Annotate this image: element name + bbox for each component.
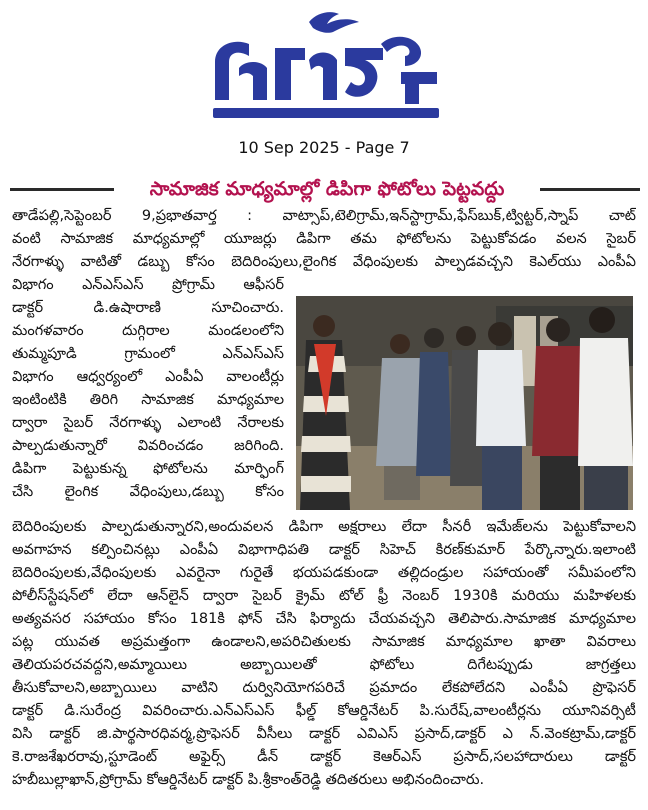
news-photo — [296, 296, 633, 510]
body-line: ఇంటింటికి తిరిగి సామాజిక మాధ్యమాల — [12, 392, 284, 408]
body-line: పట్ల యువత అప్రమత్తంగా ఉండాలని,అపరిచితులకు సామాజిక మాధ్యమాల ఖాతా వివరాలు — [12, 634, 636, 650]
body-line: బెదిరింపులకు పాల్పడుతున్నారని,అందువలన డిపిగా అక్షరాలు లేదా సీనరీ ఇమేజ్‌లను పెట్టుకోవాలని — [12, 519, 636, 535]
person-figure — [476, 322, 526, 510]
body-line: అవగాహన కల్పించినట్లు ఎంపీఏ విభాగాధిపతి డాక్టర్ సిహెచ్ కిరణ్‌కుమార్ పేర్కొన్నారు.ఇలాంటి — [12, 542, 636, 558]
body-line: తాడేపల్లి,సెప్టెంబర్ 9,ప్రభాతవార్త : వాట్సాప్,టెలిగ్రామ్,ఇన్‌స్టాగ్రామ్,ఫేస్‌బుక్,ట్విట్టర్,స్నాప్ చాట్ — [12, 208, 636, 224]
body-line: అత్యవసర సహాయం కోసం 181కి ఫోన్ చేసి ఫిర్యాదు చేయవచ్చని తెలిపారు.సామాజిక మాధ్యమాల — [12, 611, 636, 627]
body-line: పోలీస్‌స్టేషన్‌లో లేదా ఆన్‌లైన్ ద్వారా సైబర్ క్రైమ్ టోల్ ఫ్రీ నెంబర్ 1930కి మరియు మహిళలకు — [12, 588, 636, 604]
body-line: నేరగాళ్ళు వాటితో డబ్బు కోసం బెదిరింపులు,లైంగిక వేధింపులకు పాల్పడవచ్చని కెఎల్‌యు ఎంపీఏ — [12, 254, 636, 270]
body-line: డిపిగా పెట్టుకున్న ఫోటోలను మార్ఫింగ్ — [12, 461, 284, 477]
body-line: తుమ్మపూడి గ్రామంలో ఎన్ఎస్ఎస్ — [12, 346, 284, 362]
article-headline: సామాజిక మాధ్యమాల్లో డిపిగా ఫోటోలు పెట్టవద్దు — [149, 178, 505, 200]
vaartha-logo — [205, 4, 445, 130]
body-line: డాక్టర్ డి.ఉషారాణి సూచించారు. — [12, 300, 284, 316]
body-line: కె.రాజశేఖరరావు,స్టూడెంట్ అఫైర్స్ డీన్ డాక్టర్ కెఆర్ఎస్ ప్రసాద్,సలహాదారులు డాక్టర్ — [12, 749, 636, 765]
body-line: హబీబుల్లాఖాన్,ప్రోగ్రామ్ కోఆర్డినేటర్ డాక్టర్ పి.శ్రీకాంత్‌రెడ్డి తదితరులు అభినందించారు. — [12, 772, 485, 788]
body-line: తీసుకోవాలని,అబ్బాయిలు వాటిని దుర్వినియోగపరిచే ప్రమాదం లేకపోలేదని ఎంపీఏ ప్రొఫెసర్ — [12, 680, 636, 696]
body-line: తెలియపరచవద్దని,అమ్మాయిలు అబ్బాయిలతో ఫోటోలు దిగేటప్పుడు జాగ్రత్తలు — [12, 657, 636, 673]
body-line: చేసి లైంగిక వేధింపులు,డబ్బు కోసం — [12, 484, 284, 500]
body-line: వంటి సామాజిక మాధ్యమాల్లో యూజర్లు డిపిగా తమ ఫోటోలను పెట్టుకోవడం వలన సైబర్ — [12, 231, 636, 247]
headline-bar — [0, 174, 648, 204]
body-line: విసి డాక్టర్ జి.పార్థసారధివర్మ,ప్రొఫెసర్ వీసీలు డాక్టర్ ఎవిఎస్ ప్రసాద్,డాక్టర్ ఎ న్.వెంకట్రామ్,డాక్టర్ — [12, 726, 636, 742]
group-photo-illustration — [296, 296, 633, 510]
newspaper-logo — [205, 4, 445, 130]
headline-rule-left — [10, 188, 114, 191]
headline-rule-right — [540, 188, 640, 191]
body-line: ద్వారా సైబర్ నేరగాళ్ళు ఎలాంటి నేరాలకు — [12, 415, 284, 431]
page-dateline: 10 Sep 2025 - Page 7 — [238, 138, 410, 157]
person-figure — [532, 318, 586, 510]
body-line: డాక్టర్ డి.సురేంద్ర వివరించారు.ఎన్ఎస్ఎస్ ఫీల్డ్ కోఆర్డినేటర్ పి.సురేష్,వాలంటీర్లను యూనివర్సిటీ — [12, 703, 636, 719]
body-line: విభాగం ఆధ్వర్యంలో ఎంపీఏ వాలంటీర్లు — [12, 369, 284, 385]
body-line: మంగళవారం దుగ్గిరాల మండలంలోని — [12, 323, 284, 339]
body-line: విభాగం ఎన్ఎస్ఎస్ ప్రోగ్రామ్ ఆఫీసర్ — [12, 277, 284, 293]
body-line: బెదిరింపులకు,వేధింపులకు ఎవరైనా గురైతే భయపడకుండా తల్లిదండ్రుల సహాయంతో సమీపంలోని — [12, 565, 636, 581]
dove-icon — [309, 12, 359, 33]
body-line: పాల్పడుతున్నారో వివరించడం జరిగింది. — [12, 438, 284, 454]
